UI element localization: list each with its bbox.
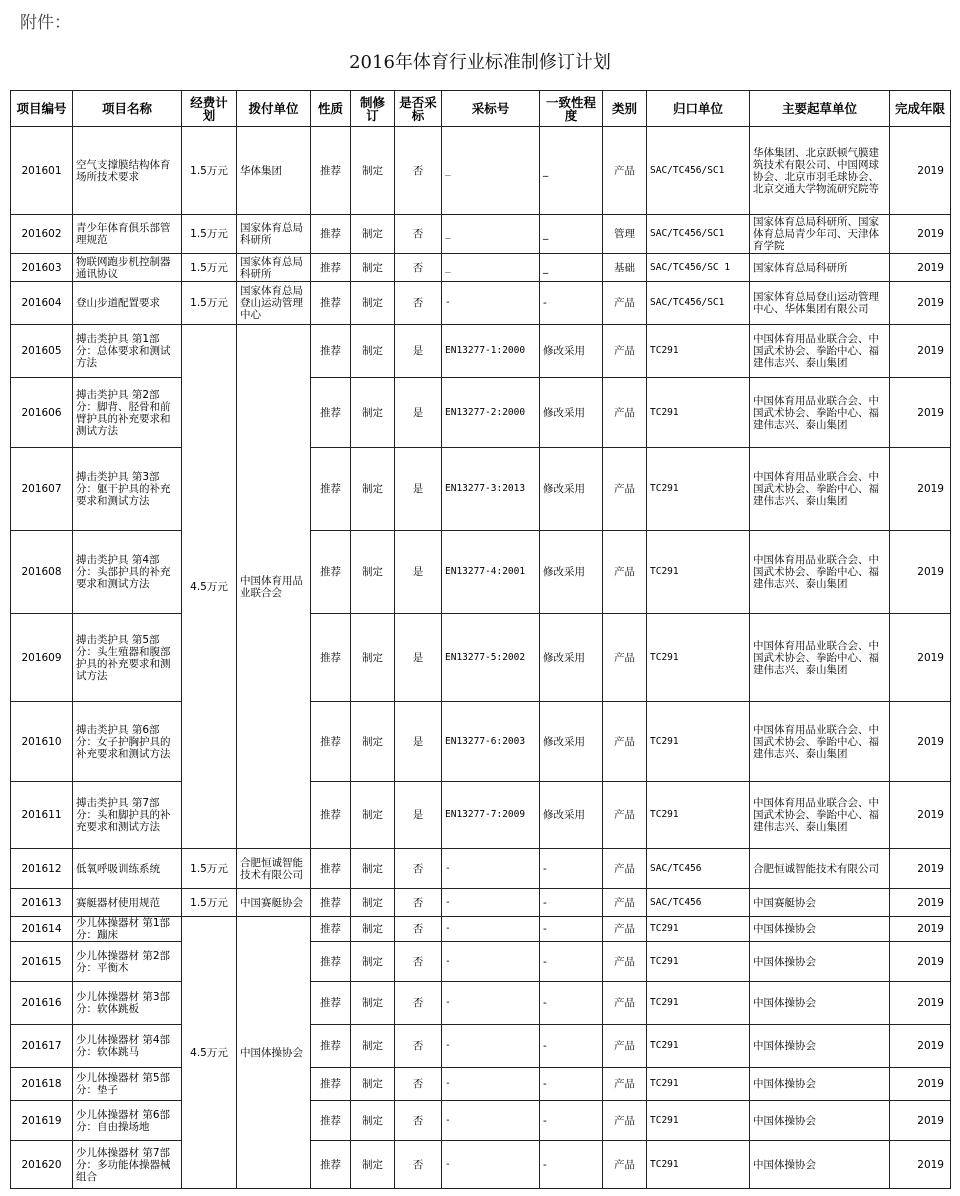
- category-cell: 产品: [603, 1141, 647, 1189]
- drafting-units-cell: 中国体育用品业联合会、中国武术协会、拳跆中心、福建伟志兴、泰山集团: [750, 325, 890, 378]
- project-name-cell: 物联网跑步机控制器通讯协议: [73, 254, 182, 282]
- project-code-cell: 201618: [11, 1068, 73, 1101]
- adopt-standard-cell: 是: [395, 448, 442, 531]
- table-row: [11, 782, 951, 849]
- nature-cell: 推荐: [311, 982, 351, 1025]
- adopt-standard-cell: 否: [395, 889, 442, 917]
- completion-year-cell: 2019: [890, 614, 951, 702]
- project-name-cell: 少儿体操器材 第3部分：软体跳板: [73, 982, 182, 1025]
- project-code-cell: 201616: [11, 982, 73, 1025]
- nature-cell: 推荐: [311, 1101, 351, 1141]
- revision-type-cell: 制定: [351, 889, 395, 917]
- table-body: [11, 127, 951, 1189]
- header-cell: 是否采标: [395, 91, 442, 127]
- consistency-degree-cell: _: [540, 127, 603, 215]
- consistency-degree-cell: -: [540, 849, 603, 889]
- table-row: [11, 378, 951, 448]
- header-cell: 完成年限: [890, 91, 951, 127]
- attachment-label: 附件：: [20, 13, 71, 33]
- completion-year-cell: 2019: [890, 1101, 951, 1141]
- completion-year-cell: 2019: [890, 849, 951, 889]
- project-code-cell: 201603: [11, 254, 73, 282]
- project-name-cell: 低氧呼吸训练系统: [73, 849, 182, 889]
- drafting-units-cell: 华体集团、北京跃顿气膜建筑技术有限公司、中国网球协会、北京市羽毛球协会、北京交通大学物流研究院等: [750, 127, 890, 215]
- standard-number-cell: EN13277-5:2002: [442, 614, 540, 702]
- standard-number-cell: -: [442, 849, 540, 889]
- responsible-org-cell: SAC/TC456/SC1: [647, 282, 750, 325]
- revision-type-cell: 制定: [351, 254, 395, 282]
- drafting-units-cell: 中国体育用品业联合会、中国武术协会、拳跆中心、福建伟志兴、泰山集团: [750, 448, 890, 531]
- project-name-cell: 搏击类护具 第4部分：头部护具的补充要求和测试方法: [73, 531, 182, 614]
- consistency-degree-cell: 修改采用: [540, 325, 603, 378]
- adopt-standard-cell: 否: [395, 849, 442, 889]
- category-cell: 产品: [603, 282, 647, 325]
- funding-unit-cell: 国家体育总局科研所: [237, 254, 311, 282]
- project-name-cell: 少儿体操器材 第2部分：平衡木: [73, 942, 182, 982]
- header-cell: 项目编号: [11, 91, 73, 127]
- drafting-units-cell: 中国体育用品业联合会、中国武术协会、拳跆中心、福建伟志兴、泰山集团: [750, 702, 890, 782]
- header-cell: 经费计划: [182, 91, 237, 127]
- project-name-cell: 搏击类护具 第3部分：躯干护具的补充要求和测试方法: [73, 448, 182, 531]
- nature-cell: 推荐: [311, 849, 351, 889]
- project-code-cell: 201610: [11, 702, 73, 782]
- standard-number-cell: -: [442, 942, 540, 982]
- project-code-cell: 201605: [11, 325, 73, 378]
- responsible-org-cell: TC291: [647, 782, 750, 849]
- project-code-cell: 201607: [11, 448, 73, 531]
- project-code-cell: 201619: [11, 1101, 73, 1141]
- project-name-cell: 空气支撑膜结构体育场所技术要求: [73, 127, 182, 215]
- category-cell: 产品: [603, 127, 647, 215]
- project-name-cell: 青少年体育俱乐部管理规范: [73, 215, 182, 254]
- adopt-standard-cell: 是: [395, 378, 442, 448]
- table-header-row: [11, 91, 951, 127]
- revision-type-cell: 制定: [351, 917, 395, 942]
- project-code-cell: 201615: [11, 942, 73, 982]
- category-cell: 产品: [603, 942, 647, 982]
- responsible-org-cell: TC291: [647, 1025, 750, 1068]
- funding-unit-cell: 合肥恒诚智能技术有限公司: [237, 849, 311, 889]
- consistency-degree-cell: -: [540, 942, 603, 982]
- project-code-cell: 201613: [11, 889, 73, 917]
- category-cell: 产品: [603, 782, 647, 849]
- budget-cell: 1.5万元: [182, 849, 237, 889]
- completion-year-cell: 2019: [890, 378, 951, 448]
- revision-type-cell: 制定: [351, 448, 395, 531]
- header-cell: 主要起草单位: [750, 91, 890, 127]
- revision-type-cell: 制定: [351, 531, 395, 614]
- consistency-degree-cell: -: [540, 282, 603, 325]
- table-row: [11, 1141, 951, 1189]
- adopt-standard-cell: 否: [395, 254, 442, 282]
- nature-cell: 推荐: [311, 614, 351, 702]
- consistency-degree-cell: _: [540, 254, 603, 282]
- completion-year-cell: 2019: [890, 1141, 951, 1189]
- category-cell: 产品: [603, 702, 647, 782]
- consistency-degree-cell: -: [540, 982, 603, 1025]
- project-code-cell: 201606: [11, 378, 73, 448]
- adopt-standard-cell: 否: [395, 1141, 442, 1189]
- adopt-standard-cell: 否: [395, 1025, 442, 1068]
- nature-cell: 推荐: [311, 282, 351, 325]
- drafting-units-cell: 合肥恒诚智能技术有限公司: [750, 849, 890, 889]
- project-name-cell: 少儿体操器材 第5部分：垫子: [73, 1068, 182, 1101]
- nature-cell: 推荐: [311, 702, 351, 782]
- drafting-units-cell: 中国体操协会: [750, 1025, 890, 1068]
- standard-number-cell: -: [442, 1068, 540, 1101]
- revision-type-cell: 制定: [351, 614, 395, 702]
- responsible-org-cell: TC291: [647, 614, 750, 702]
- completion-year-cell: 2019: [890, 782, 951, 849]
- completion-year-cell: 2019: [890, 325, 951, 378]
- adopt-standard-cell: 否: [395, 1068, 442, 1101]
- completion-year-cell: 2019: [890, 254, 951, 282]
- category-cell: 产品: [603, 982, 647, 1025]
- table-row: [11, 982, 951, 1025]
- nature-cell: 推荐: [311, 1068, 351, 1101]
- project-code-cell: 201601: [11, 127, 73, 215]
- budget-cell: 1.5万元: [182, 127, 237, 215]
- funding-unit-cell: 中国体操协会: [237, 917, 311, 1189]
- header-cell: 项目名称: [73, 91, 182, 127]
- header-cell: 一致性程度: [540, 91, 603, 127]
- category-cell: 产品: [603, 849, 647, 889]
- funding-unit-cell: 国家体育总局科研所: [237, 215, 311, 254]
- project-code-cell: 201608: [11, 531, 73, 614]
- budget-cell: 1.5万元: [182, 282, 237, 325]
- responsible-org-cell: SAC/TC456: [647, 889, 750, 917]
- table-row: [11, 127, 951, 215]
- category-cell: 产品: [603, 889, 647, 917]
- adopt-standard-cell: 是: [395, 325, 442, 378]
- table-row: [11, 1068, 951, 1101]
- category-cell: 产品: [603, 378, 647, 448]
- project-code-cell: 201612: [11, 849, 73, 889]
- consistency-degree-cell: -: [540, 1101, 603, 1141]
- responsible-org-cell: TC291: [647, 917, 750, 942]
- completion-year-cell: 2019: [890, 448, 951, 531]
- adopt-standard-cell: 否: [395, 942, 442, 982]
- revision-type-cell: 制定: [351, 282, 395, 325]
- category-cell: 产品: [603, 448, 647, 531]
- table-row: [11, 849, 951, 889]
- nature-cell: 推荐: [311, 889, 351, 917]
- consistency-degree-cell: _: [540, 215, 603, 254]
- nature-cell: 推荐: [311, 917, 351, 942]
- consistency-degree-cell: -: [540, 917, 603, 942]
- standard-number-cell: EN13277-3:2013: [442, 448, 540, 531]
- drafting-units-cell: 中国体育用品业联合会、中国武术协会、拳跆中心、福建伟志兴、泰山集团: [750, 378, 890, 448]
- table-row: [11, 254, 951, 282]
- revision-type-cell: 制定: [351, 1025, 395, 1068]
- project-name-cell: 少儿体操器材 第6部分：自由操场地: [73, 1101, 182, 1141]
- category-cell: 基础: [603, 254, 647, 282]
- project-code-cell: 201604: [11, 282, 73, 325]
- standard-number-cell: -: [442, 1101, 540, 1141]
- adopt-standard-cell: 是: [395, 531, 442, 614]
- consistency-degree-cell: 修改采用: [540, 614, 603, 702]
- completion-year-cell: 2019: [890, 1068, 951, 1101]
- responsible-org-cell: TC291: [647, 1101, 750, 1141]
- responsible-org-cell: SAC/TC456/SC1: [647, 215, 750, 254]
- table-row: [11, 448, 951, 531]
- nature-cell: 推荐: [311, 448, 351, 531]
- project-name-cell: 少儿体操器材 第1部分：蹦床: [73, 917, 182, 942]
- responsible-org-cell: TC291: [647, 531, 750, 614]
- nature-cell: 推荐: [311, 325, 351, 378]
- adopt-standard-cell: 否: [395, 917, 442, 942]
- responsible-org-cell: SAC/TC456/SC 1: [647, 254, 750, 282]
- header-cell: 性质: [311, 91, 351, 127]
- drafting-units-cell: 中国体育用品业联合会、中国武术协会、拳跆中心、福建伟志兴、泰山集团: [750, 782, 890, 849]
- revision-type-cell: 制定: [351, 982, 395, 1025]
- budget-cell: 4.5万元: [182, 917, 237, 1189]
- table-row: [11, 325, 951, 378]
- drafting-units-cell: 中国体操协会: [750, 1141, 890, 1189]
- revision-type-cell: 制定: [351, 942, 395, 982]
- category-cell: 产品: [603, 1068, 647, 1101]
- adopt-standard-cell: 否: [395, 127, 442, 215]
- standard-number-cell: -: [442, 982, 540, 1025]
- drafting-units-cell: 国家体育总局登山运动管理中心、华体集团有限公司: [750, 282, 890, 325]
- drafting-units-cell: 中国体操协会: [750, 1068, 890, 1101]
- responsible-org-cell: TC291: [647, 378, 750, 448]
- nature-cell: 推荐: [311, 254, 351, 282]
- consistency-degree-cell: -: [540, 1068, 603, 1101]
- revision-type-cell: 制定: [351, 378, 395, 448]
- drafting-units-cell: 中国赛艇协会: [750, 889, 890, 917]
- consistency-degree-cell: -: [540, 1141, 603, 1189]
- consistency-degree-cell: -: [540, 1025, 603, 1068]
- budget-cell: 4.5万元: [182, 325, 237, 849]
- responsible-org-cell: TC291: [647, 325, 750, 378]
- category-cell: 产品: [603, 325, 647, 378]
- standard-number-cell: _: [442, 215, 540, 254]
- project-name-cell: 少儿体操器材 第7部分：多功能体操器械组合: [73, 1141, 182, 1189]
- project-code-cell: 201614: [11, 917, 73, 942]
- budget-cell: 1.5万元: [182, 254, 237, 282]
- project-name-cell: 搏击类护具 第5部分：头生殖器和腹部护具的补充要求和测试方法: [73, 614, 182, 702]
- standard-number-cell: EN13277-4:2001: [442, 531, 540, 614]
- consistency-degree-cell: 修改采用: [540, 378, 603, 448]
- header-cell: 拨付单位: [237, 91, 311, 127]
- category-cell: 产品: [603, 614, 647, 702]
- completion-year-cell: 2019: [890, 127, 951, 215]
- standard-number-cell: EN13277-1:2000: [442, 325, 540, 378]
- drafting-units-cell: 中国体操协会: [750, 1101, 890, 1141]
- consistency-degree-cell: 修改采用: [540, 448, 603, 531]
- drafting-units-cell: 中国体育用品业联合会、中国武术协会、拳跆中心、福建伟志兴、泰山集团: [750, 531, 890, 614]
- standard-number-cell: -: [442, 1025, 540, 1068]
- revision-type-cell: 制定: [351, 325, 395, 378]
- standard-number-cell: -: [442, 917, 540, 942]
- nature-cell: 推荐: [311, 1141, 351, 1189]
- table-row: [11, 1101, 951, 1141]
- funding-unit-cell: 国家体育总局登山运动管理中心: [237, 282, 311, 325]
- completion-year-cell: 2019: [890, 917, 951, 942]
- project-code-cell: 201602: [11, 215, 73, 254]
- project-code-cell: 201611: [11, 782, 73, 849]
- table-row: [11, 702, 951, 782]
- adopt-standard-cell: 否: [395, 282, 442, 325]
- project-name-cell: 搏击类护具 第1部分：总体要求和测试方法: [73, 325, 182, 378]
- adopt-standard-cell: 否: [395, 1101, 442, 1141]
- completion-year-cell: 2019: [890, 702, 951, 782]
- funding-unit-cell: 华体集团: [237, 127, 311, 215]
- project-name-cell: 少儿体操器材 第4部分：软体跳马: [73, 1025, 182, 1068]
- header-cell: 归口单位: [647, 91, 750, 127]
- adopt-standard-cell: 是: [395, 614, 442, 702]
- consistency-degree-cell: 修改采用: [540, 531, 603, 614]
- budget-cell: 1.5万元: [182, 889, 237, 917]
- project-name-cell: 赛艇器材使用规范: [73, 889, 182, 917]
- project-name-cell: 搏击类护具 第7部分：头和脚护具的补充要求和测试方法: [73, 782, 182, 849]
- drafting-units-cell: 中国体操协会: [750, 982, 890, 1025]
- budget-cell: 1.5万元: [182, 215, 237, 254]
- table-row: [11, 614, 951, 702]
- responsible-org-cell: TC291: [647, 448, 750, 531]
- header-cell: 采标号: [442, 91, 540, 127]
- completion-year-cell: 2019: [890, 942, 951, 982]
- nature-cell: 推荐: [311, 1025, 351, 1068]
- responsible-org-cell: SAC/TC456: [647, 849, 750, 889]
- consistency-degree-cell: -: [540, 889, 603, 917]
- responsible-org-cell: TC291: [647, 1068, 750, 1101]
- category-cell: 产品: [603, 917, 647, 942]
- completion-year-cell: 2019: [890, 215, 951, 254]
- category-cell: 产品: [603, 1025, 647, 1068]
- table-row: [11, 531, 951, 614]
- adopt-standard-cell: 是: [395, 702, 442, 782]
- drafting-units-cell: 中国体操协会: [750, 942, 890, 982]
- standard-number-cell: EN13277-2:2000: [442, 378, 540, 448]
- project-name-cell: 搏击类护具 第2部分：脚背、胫骨和前臂护具的补充要求和测试方法: [73, 378, 182, 448]
- consistency-degree-cell: 修改采用: [540, 702, 603, 782]
- drafting-units-cell: 国家体育总局科研所: [750, 254, 890, 282]
- project-code-cell: 201620: [11, 1141, 73, 1189]
- completion-year-cell: 2019: [890, 1025, 951, 1068]
- category-cell: 产品: [603, 1101, 647, 1141]
- completion-year-cell: 2019: [890, 982, 951, 1025]
- nature-cell: 推荐: [311, 531, 351, 614]
- adopt-standard-cell: 是: [395, 782, 442, 849]
- project-code-cell: 201609: [11, 614, 73, 702]
- standard-number-cell: -: [442, 282, 540, 325]
- standard-number-cell: -: [442, 1141, 540, 1189]
- completion-year-cell: 2019: [890, 531, 951, 614]
- standard-number-cell: EN13277-6:2003: [442, 702, 540, 782]
- table-row: [11, 917, 951, 942]
- responsible-org-cell: TC291: [647, 982, 750, 1025]
- responsible-org-cell: TC291: [647, 1141, 750, 1189]
- category-cell: 产品: [603, 531, 647, 614]
- table-row: [11, 1025, 951, 1068]
- funding-unit-cell: 中国体育用品业联合会: [237, 325, 311, 849]
- revision-type-cell: 制定: [351, 1101, 395, 1141]
- revision-type-cell: 制定: [351, 1068, 395, 1101]
- category-cell: 管理: [603, 215, 647, 254]
- nature-cell: 推荐: [311, 782, 351, 849]
- nature-cell: 推荐: [311, 942, 351, 982]
- table-row: [11, 215, 951, 254]
- standard-number-cell: EN13277-7:2009: [442, 782, 540, 849]
- funding-unit-cell: 中国赛艇协会: [237, 889, 311, 917]
- standard-number-cell: _: [442, 254, 540, 282]
- consistency-degree-cell: 修改采用: [540, 782, 603, 849]
- revision-type-cell: 制定: [351, 849, 395, 889]
- header-cell: 制修订: [351, 91, 395, 127]
- project-name-cell: 登山步道配置要求: [73, 282, 182, 325]
- completion-year-cell: 2019: [890, 889, 951, 917]
- header-cell: 类别: [603, 91, 647, 127]
- revision-type-cell: 制定: [351, 215, 395, 254]
- project-code-cell: 201617: [11, 1025, 73, 1068]
- table-row: [11, 889, 951, 917]
- responsible-org-cell: TC291: [647, 702, 750, 782]
- completion-year-cell: 2019: [890, 282, 951, 325]
- table-row: [11, 942, 951, 982]
- revision-type-cell: 制定: [351, 1141, 395, 1189]
- revision-type-cell: 制定: [351, 702, 395, 782]
- project-name-cell: 搏击类护具 第6部分：女子护胸护具的补充要求和测试方法: [73, 702, 182, 782]
- responsible-org-cell: SAC/TC456/SC1: [647, 127, 750, 215]
- responsible-org-cell: TC291: [647, 942, 750, 982]
- nature-cell: 推荐: [311, 378, 351, 448]
- table-row: [11, 282, 951, 325]
- standard-number-cell: -: [442, 889, 540, 917]
- drafting-units-cell: 中国体育用品业联合会、中国武术协会、拳跆中心、福建伟志兴、泰山集团: [750, 614, 890, 702]
- adopt-standard-cell: 否: [395, 982, 442, 1025]
- page-title: 2016年体育行业标准制修订计划: [349, 52, 611, 73]
- plan-table: [10, 90, 951, 1189]
- revision-type-cell: 制定: [351, 782, 395, 849]
- nature-cell: 推荐: [311, 215, 351, 254]
- standard-number-cell: _: [442, 127, 540, 215]
- adopt-standard-cell: 否: [395, 215, 442, 254]
- drafting-units-cell: 中国体操协会: [750, 917, 890, 942]
- drafting-units-cell: 国家体育总局科研所、国家体育总局青少年司、天津体育学院: [750, 215, 890, 254]
- revision-type-cell: 制定: [351, 127, 395, 215]
- nature-cell: 推荐: [311, 127, 351, 215]
